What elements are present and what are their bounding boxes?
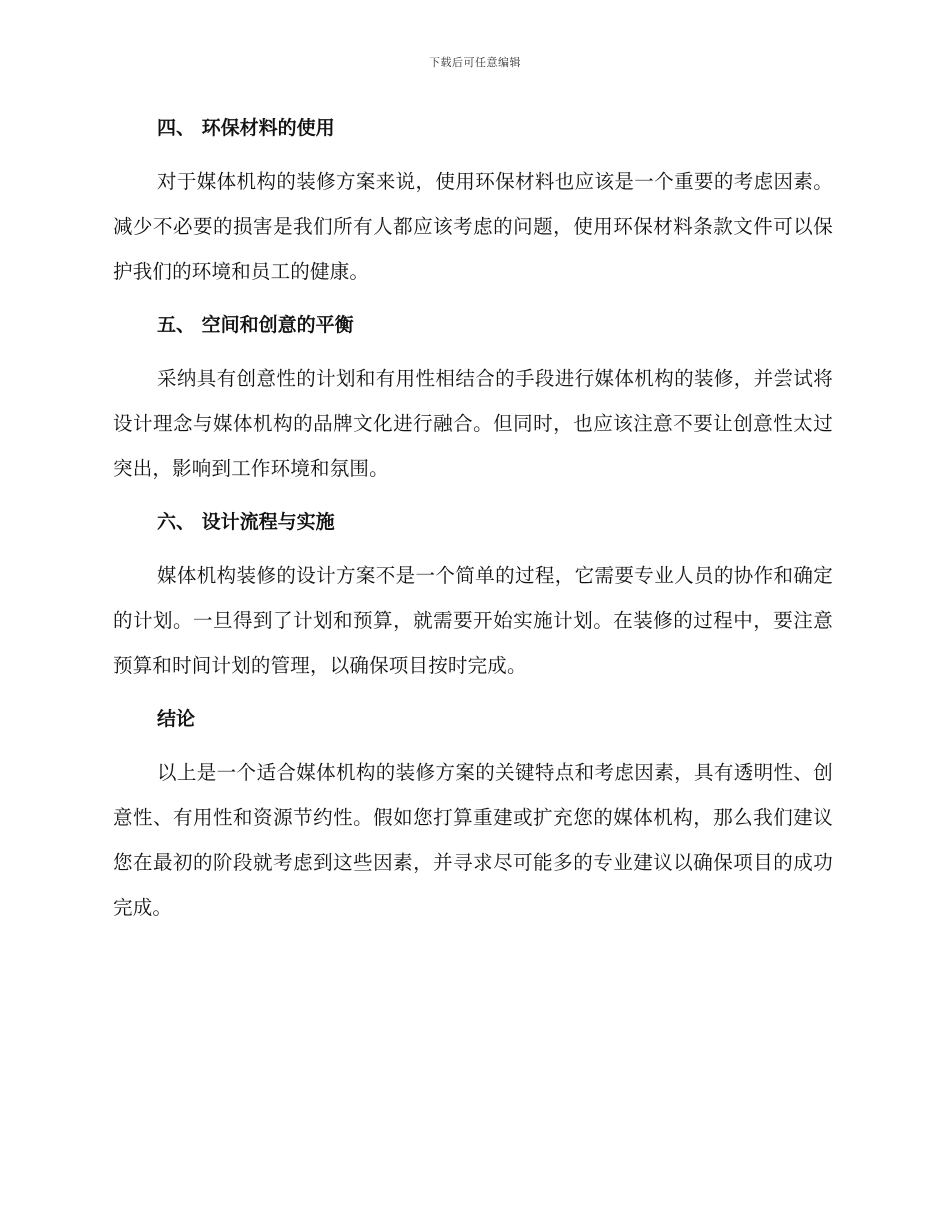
section-heading-environmental-materials: 四、 环保材料的使用 xyxy=(157,117,335,139)
document-content xyxy=(113,113,833,946)
page-header: 下载后可任意编辑 xyxy=(429,56,521,69)
section-paragraph-design-process: 媒体机构装修的设计方案不是一个简单的过程，它需要专业人员的协作和确定的计划。一旦得到了计划和预算，就需要开始实施计划。在装修的过程中，要注意预算和时间计划的管理，以确保项目按时完成。 xyxy=(113,564,833,677)
section-heading-design-process: 六、 设计流程与实施 xyxy=(157,511,335,533)
section-paragraph-conclusion: 以上是一个适合媒体机构的装修方案的关键特点和考虑因素，具有透明性、创意性、有用性和资源节约性。假如您打算重建或扩充您的媒体机构，那么我们建议您在最初的阶段就考虑到这些因素，并寻求尽可能多的专业建议以确保项目的成功完成。 xyxy=(113,761,833,919)
section-heading-space-creativity-balance: 五、 空间和创意的平衡 xyxy=(157,314,354,336)
section-paragraph-environmental-materials: 对于媒体机构的装修方案来说，使用环保材料也应该是一个重要的考虑因素。减少不必要的损害是我们所有人都应该考虑的问题，使用环保材料条款文件可以保护我们的环境和员工的健康。 xyxy=(113,170,833,283)
section-paragraph-space-creativity-balance: 采纳具有创意性的计划和有用性相结合的手段进行媒体机构的装修，并尝试将设计理念与媒体机构的品牌文化进行融合。但同时，也应该注意不要让创意性太过突出，影响到工作环境和氛围。 xyxy=(113,367,833,480)
section-heading-conclusion: 结论 xyxy=(157,708,196,730)
